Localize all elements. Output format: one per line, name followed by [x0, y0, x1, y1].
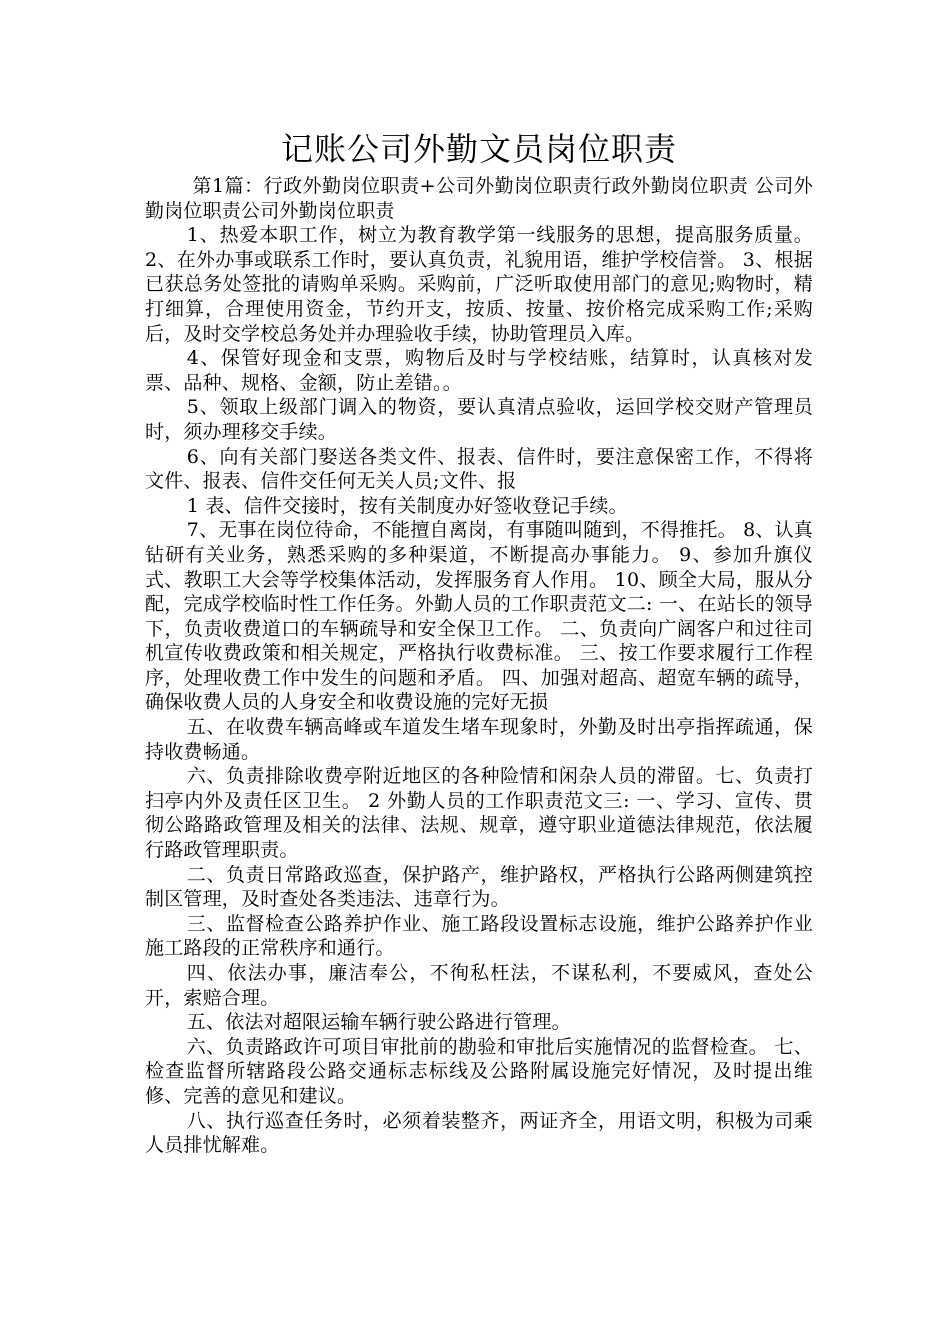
body-paragraph: 4、保管好现金和支票，购物后及时与学校结账，结算时，认真核对发票、品种、规格、金额，防止差错。。: [145, 347, 813, 394]
body-paragraph: 6、向有关部门娶送各类文件、报表、信件时，要注意保密工作，不得将文件、报表、信件交任何无关人员;文件、报: [145, 445, 813, 493]
body-paragraph: 六、负责排除收费亭附近地区的各种险情和闲杂人员的滞留。七、负责打扫亭内外及责任区卫生。 2 外勤人员的工作职责范文三: 一、学习、宣传、贯彻公路路政管理及相关的法律、法规、规章，遵守职业道德法律规范，依法履行路政管理职责。: [145, 765, 813, 862]
body-paragraph: 八、执行巡查任务时，必须着装整齐，两证齐全，用语文明，积极为司乘人员排忧解难。: [145, 1109, 813, 1157]
body-paragraph: 5、领取上级部门调入的物资，要认真清点验收，运回学校交财产管理员时，须办理移交手续。: [145, 396, 813, 443]
body-paragraph: 1 表、信件交接时，按有关制度办好签收登记手续。: [186, 494, 628, 517]
body-paragraph: 四、依法办事，廉洁奉公，不徇私枉法，不谋私利，不要威风，查处公开，索赔合理。: [145, 962, 813, 1009]
body-paragraph: 1、热爱本职工作，树立为教育教学第一线服务的思想，提高服务质量。 2、在外办事或联系工作时，要认真负责，礼貌用语，维护学校信誉。 3、根据已获总务处签批的请购单采购。采购前，广泛听取使用部门的意见;购物时，精打细算，合理使用资金，节约开支，按质、按量、按价格完成采购工作;采购后，及时交学校总务处并办理验收手续，协助管理员入库。: [145, 224, 813, 345]
body-paragraph: 五、依法对超限运输车辆行驶公路进行管理。: [186, 1011, 571, 1034]
body-paragraph: 7、无事在岗位待命，不能擅自离岗，有事随叫随到，不得推托。 8、认真钻研有关业务，熟悉采购的多种渠道，不断提高办事能力。 9、参加升旗仪式、教职工大会等学校集体活动，发挥服务育人作用。 10、顾全大局，服从分配，完成学校临时性工作任务。外勤人员的工作职责范文二: 一、在站长的领导下，负责收费道口的车辆疏导和安全保卫工作。 二、负责向广阔客户和过往司机宣传收费政策和相关规定，严格执行收费标准。 三、按工作要求履行工作程序，处理收费工作中发生的问题和矛盾。 四、加强对超高、超宽车辆的疏导，确保收费人员的人身安全和收费设施的完好无损: [145, 519, 813, 714]
body-paragraph: 六、负责路政许可项目审批前的勘验和审批后实施情况的监督检查。 七、检查监督所辖路段公路交通标志标线及公路附属设施完好情况，及时提出维修、完善的意见和建议。: [145, 1035, 813, 1107]
intro-paragraph: 第1篇：行政外勤岗位职责+公司外勤岗位职责行政外勤岗位职责 公司外勤岗位职责公司外勤岗位职责: [145, 175, 813, 222]
document-page: [145, 126, 813, 1158]
body-paragraph: 二、负责日常路政巡查，保护路产，维护路权，严格执行公路两侧建筑控制区管理，及时查处各类违法、违章行为。: [145, 863, 813, 911]
document-title: 记账公司外勤文员岗位职责: [280, 130, 677, 168]
body-paragraph: 三、监督检查公路养护作业、施工路段设置标志设施，维护公路养护作业施工路段的正常秩序和通行。: [145, 912, 813, 960]
body-paragraph: 五、在收费车辆高峰或车道发生堵车现象时，外勤及时出亭指挥疏通，保持收费畅通。: [145, 716, 813, 763]
